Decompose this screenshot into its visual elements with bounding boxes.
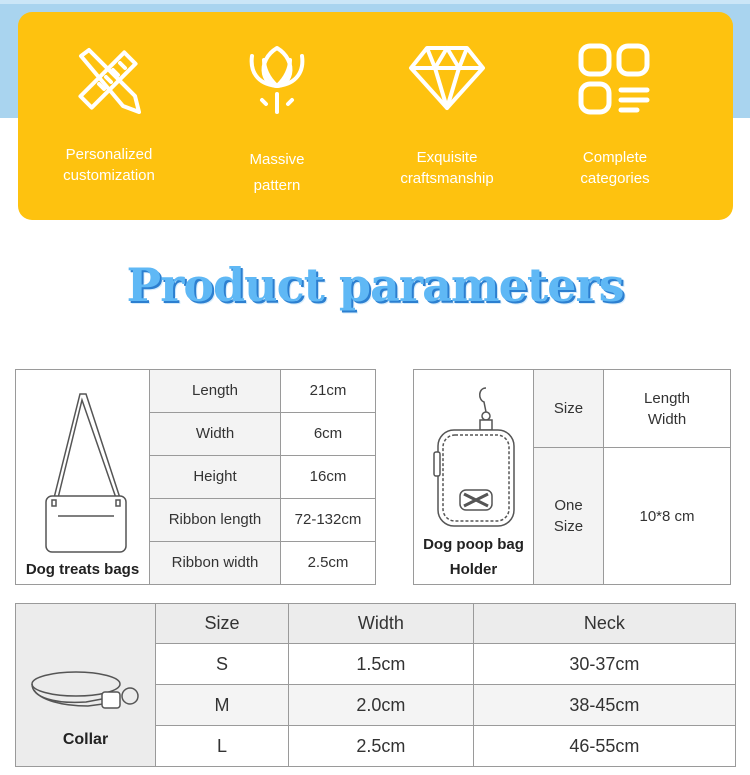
column-header: Neck	[473, 604, 735, 644]
spec-key	[534, 448, 604, 585]
table-row	[16, 370, 376, 413]
feature-label-line: Massive	[249, 151, 305, 168]
poop-holder-illustration	[424, 382, 524, 532]
width-cell: 2.0cm	[288, 685, 473, 726]
neck-cell: 46-55cm	[473, 726, 735, 767]
features-card	[18, 12, 733, 220]
size-cell: L	[156, 726, 289, 767]
categories-grid-icon	[575, 40, 655, 120]
collar-caption: Collar	[62, 731, 109, 748]
spec-key: Size	[534, 370, 604, 448]
collar-image-cell	[16, 604, 156, 767]
width-cell: 1.5cm	[288, 644, 473, 685]
size-cell: M	[156, 685, 289, 726]
treats-bag-image-cell	[16, 370, 150, 585]
spec-key: Ribbon length	[150, 498, 281, 541]
treats-bag-spec-table	[15, 369, 376, 585]
spec-key: Width	[150, 412, 281, 455]
treats-bag-illustration	[28, 388, 138, 558]
spec-key: Length	[150, 370, 281, 413]
spec-value	[604, 370, 731, 448]
spec-value: 10*8 cm	[604, 448, 731, 585]
width-cell: 2.5cm	[288, 726, 473, 767]
neck-cell: 30-37cm	[473, 644, 735, 685]
column-header: Width	[288, 604, 473, 644]
treats-bag-caption: Dog treats bags	[25, 561, 140, 578]
size-value-line: Length	[644, 389, 690, 407]
feature-label-line: customization	[63, 167, 155, 184]
feature-label-line: Exquisite	[416, 149, 478, 166]
feature-label-line: categories	[580, 170, 650, 187]
spec-value: 2.5cm	[281, 541, 376, 584]
one-size-line: Size	[553, 518, 584, 535]
diamond-icon	[407, 42, 487, 112]
collar-illustration	[26, 658, 146, 728]
feature-label-line: Complete	[582, 149, 648, 166]
poop-holder-spec-table	[413, 369, 731, 585]
size-value-line: Width	[647, 410, 687, 428]
poop-holder-image-cell	[414, 370, 534, 585]
column-header: Size	[156, 604, 289, 644]
spec-value: 21cm	[281, 370, 376, 413]
size-cell: S	[156, 644, 289, 685]
spec-key: Ribbon width	[150, 541, 281, 584]
one-size-line: One	[554, 497, 583, 514]
collar-size-table	[15, 603, 736, 767]
spec-key: Height	[150, 455, 281, 498]
feature-label-line: craftsmanship	[400, 170, 494, 187]
spec-value: 16cm	[281, 455, 376, 498]
spec-value: 6cm	[281, 412, 376, 455]
tulip-icon	[242, 40, 312, 120]
band-stripe	[0, 0, 750, 4]
poop-holder-caption	[414, 532, 533, 584]
poop-holder-caption-line: Holder	[449, 561, 498, 578]
feature-label-line: pattern	[253, 177, 301, 194]
feature-label-line: Personalized	[65, 146, 153, 163]
poop-holder-caption-line: Dog poop bag	[423, 536, 524, 553]
neck-cell: 38-45cm	[473, 685, 735, 726]
table-header-row	[16, 604, 736, 644]
ruler-pencil-icon	[69, 42, 149, 122]
section-title: Product parameters	[126, 258, 624, 312]
spec-value: 72-132cm	[281, 498, 376, 541]
table-row	[414, 370, 731, 448]
